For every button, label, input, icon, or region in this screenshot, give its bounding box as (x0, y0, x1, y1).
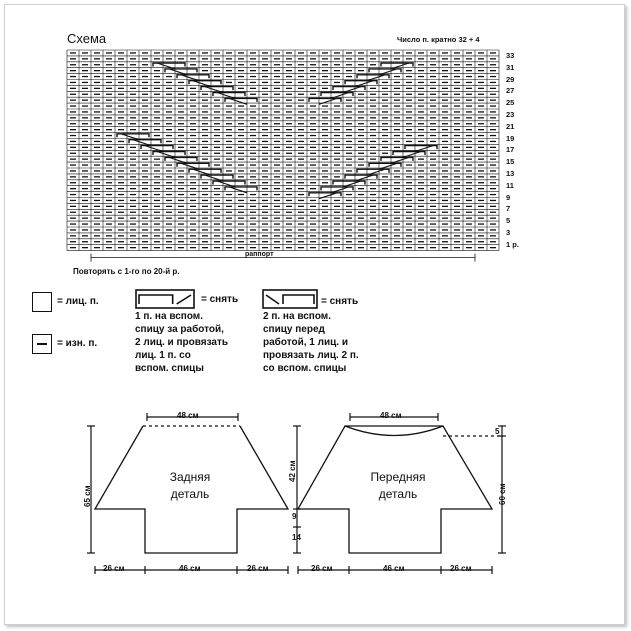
cable-twist (391, 63, 409, 69)
cable-twist (319, 193, 337, 199)
cable-twist (169, 157, 187, 163)
front-total-height: 60 см (498, 483, 507, 505)
repeat-label: раппорт (245, 251, 274, 258)
row-number: 21 (506, 121, 515, 131)
row-number: 31 (506, 62, 515, 72)
cable-twist (229, 98, 247, 104)
cable-twist (181, 75, 199, 81)
back-piece-name: Задняя деталь (169, 470, 211, 501)
cable-twist (145, 146, 163, 152)
cable-left-symbol-bracket (139, 295, 173, 304)
cable-twist (133, 140, 151, 146)
cable-twist (229, 187, 247, 193)
cable-twist (121, 134, 139, 140)
row-number: 1 р. (506, 239, 519, 249)
row-number: 17 (506, 145, 515, 155)
cable-right-label: = снять (321, 296, 359, 307)
cable-twist (415, 146, 433, 152)
cable-twist (379, 163, 397, 169)
front-bottom-mid: 46 см (383, 564, 405, 573)
cable-left-description: 1 п. на вспом. спицу за работой, 2 лиц. и провязать лиц. 1 п. со вспом. спицы (135, 311, 229, 374)
cable-left-symbol-twist (177, 295, 191, 304)
cable-twist (205, 175, 223, 181)
row-number: 7 (506, 204, 511, 214)
row-number: 3 (506, 227, 511, 237)
stitch-multiple: Число п. кратно 32 + 4 (397, 35, 480, 44)
cable-twist (403, 152, 421, 158)
row-number: 5 (506, 216, 511, 226)
row-number: 13 (506, 168, 515, 178)
cable-twist (367, 169, 385, 175)
cable-twist (331, 187, 349, 193)
row-number: 23 (506, 109, 515, 119)
cable-right-symbol-twist (266, 295, 279, 304)
cable-twist (157, 63, 175, 69)
front-bottom-left: 26 см (311, 564, 333, 573)
row-number: 19 (506, 133, 515, 143)
front-top-width: 48 см (380, 411, 402, 420)
cable-right-description: 2 п. на вспом. спицу перед работой, 1 лиц. и провязать лиц. 2 п. со вспом. спицы (263, 311, 359, 374)
cable-twist (157, 152, 175, 158)
purl-stitch-symbol (32, 334, 52, 354)
knit-stitch-symbol (32, 292, 52, 312)
cable-twist (217, 93, 235, 99)
row-number: 9 (506, 192, 511, 202)
chart-title: Схема (67, 31, 107, 46)
purl-stitch-label: = изн. п. (57, 338, 98, 349)
row-number: 33 (506, 50, 515, 60)
cable-twist (169, 69, 187, 75)
knit-stitch-label: = лиц. п. (57, 296, 99, 307)
cable-twist (193, 169, 211, 175)
front-neck-depth: 5 (495, 427, 500, 436)
row-number: 25 (506, 98, 515, 108)
cable-twist (343, 181, 361, 187)
back-bottom-left: 26 см (103, 564, 125, 573)
cable-twist (379, 69, 397, 75)
back-total-height: 65 см (83, 485, 92, 507)
row-number: 27 (506, 86, 515, 96)
front-bottom-right: 26 см (450, 564, 472, 573)
row-number: 11 (506, 180, 514, 190)
cable-twist (181, 163, 199, 169)
back-bottom-right: 26 см (247, 564, 269, 573)
cable-twist (217, 181, 235, 187)
row-number: 29 (506, 74, 515, 84)
cable-right-symbol-bracket (283, 295, 314, 304)
cable-twist (193, 81, 211, 87)
back-bottom-mid: 46 см (179, 564, 201, 573)
cable-twist (319, 98, 337, 104)
cable-twist (367, 75, 385, 81)
cable-twist (343, 87, 361, 93)
cable-left-label: = снять (201, 294, 239, 305)
cable-twist (331, 93, 349, 99)
cable-twist (355, 175, 373, 181)
back-top-width: 48 см (177, 411, 199, 420)
back-mid-height: 9 (292, 512, 297, 521)
cable-twist (391, 157, 409, 163)
repeat-rows-note: Повторять с 1-го по 20-й р. (73, 267, 180, 276)
cable-twist (205, 87, 223, 93)
pattern-page (4, 4, 625, 625)
back-upper-height: 42 см (288, 460, 297, 482)
front-piece-name: Передняя деталь (370, 470, 426, 501)
row-number: 15 (506, 157, 515, 167)
back-low-height: 14 (292, 533, 301, 542)
cable-twist (355, 81, 373, 87)
